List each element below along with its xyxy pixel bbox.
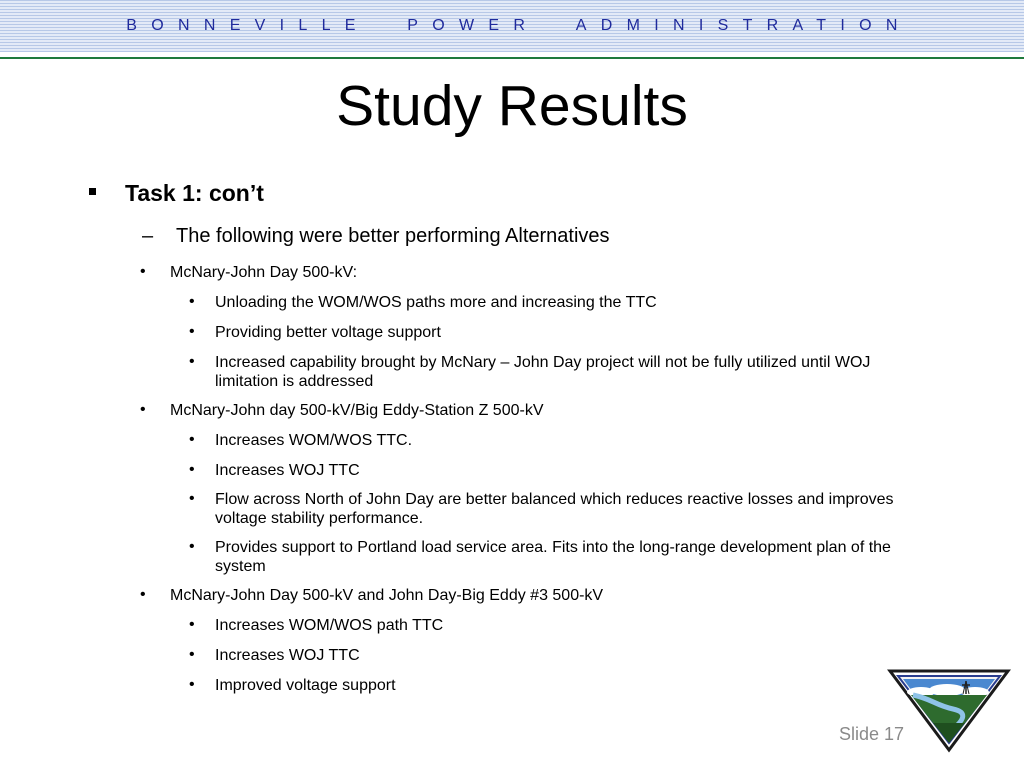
bullet-icon: •: [140, 586, 146, 603]
square-bullet-icon: [89, 188, 96, 195]
list-item: Increases WOJ TTC: [215, 647, 360, 664]
dash-bullet-icon: –: [142, 225, 154, 247]
list-item: Flow across North of John Day are better balanced which reduces reactive losses and improves voltage stability performance.: [215, 491, 894, 527]
alternative-label: McNary-John day 500-kV/Big Eddy-Station Z 500-kV: [170, 402, 544, 419]
subheading: The following were better performing Alternatives: [176, 225, 610, 247]
alternative-label: McNary-John Day 500-kV:: [170, 264, 358, 281]
header-divider: [0, 57, 1024, 59]
bullet-icon: •: [189, 293, 195, 310]
organization-name: BONNEVILLE POWER ADMINISTRATION: [126, 17, 912, 34]
bpa-logo-icon: [887, 667, 1011, 753]
bullet-icon: •: [189, 676, 195, 693]
bullet-icon: •: [189, 490, 195, 507]
bullet-icon: •: [189, 616, 195, 633]
list-item: Providing better voltage support: [215, 324, 441, 341]
list-item: Increases WOM/WOS path TTC: [215, 617, 444, 634]
bullet-icon: •: [140, 401, 146, 418]
bullet-icon: •: [189, 461, 195, 478]
header-banner: [0, 0, 1024, 52]
bullet-icon: •: [189, 431, 195, 448]
bullet-icon: •: [189, 646, 195, 663]
list-item: Improved voltage support: [215, 677, 396, 694]
list-item: Increases WOJ TTC: [215, 462, 360, 479]
list-item: Unloading the WOM/WOS paths more and increasing the TTC: [215, 294, 657, 311]
list-item: Increased capability brought by McNary – John Day project will not be fully utilized until WOJ limitation is addressed: [215, 354, 871, 390]
slide-title: Study Results: [336, 74, 688, 138]
slide-number: Slide 17: [839, 724, 905, 744]
bullet-icon: •: [189, 538, 195, 555]
bullet-icon: •: [140, 263, 146, 280]
bullet-icon: •: [189, 323, 195, 340]
list-item: Increases WOM/WOS TTC.: [215, 432, 413, 449]
bullet-icon: •: [189, 353, 195, 370]
list-item: Provides support to Portland load service area. Fits into the long-range development plan of the system: [215, 539, 891, 575]
task-heading: Task 1: con’t: [125, 180, 264, 206]
alternative-label: McNary-John Day 500-kV and John Day-Big Eddy #3 500-kV: [170, 587, 604, 604]
